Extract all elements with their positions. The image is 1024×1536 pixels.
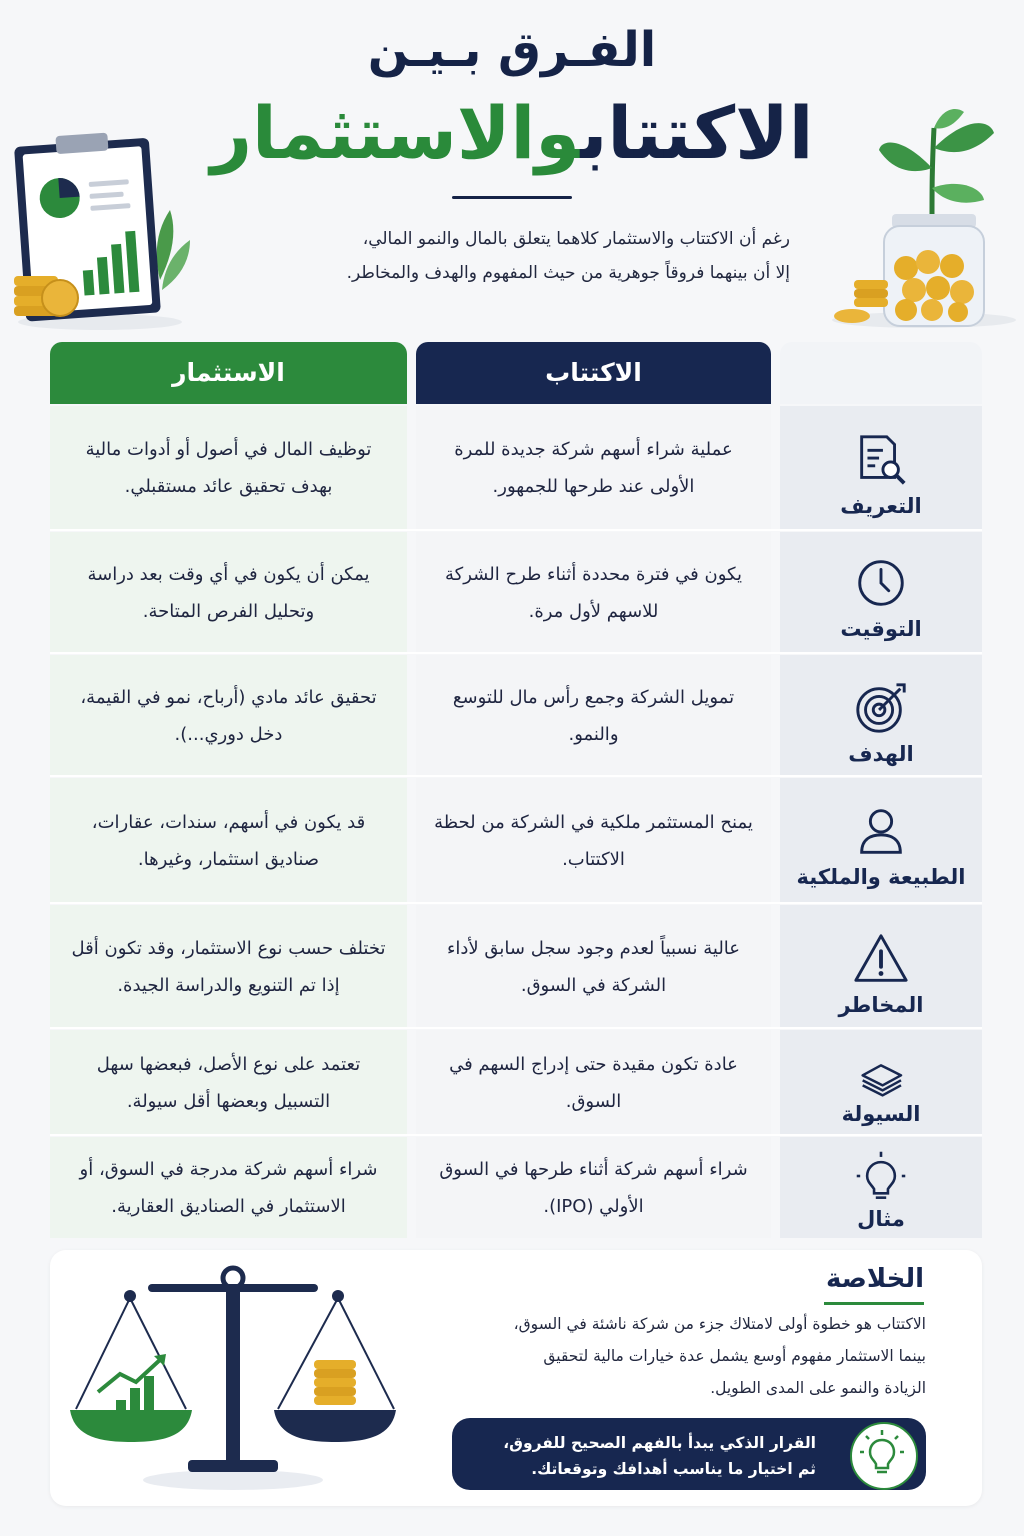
table-row-definition	[50, 406, 982, 530]
callout-line-2: ثم اختيار ما يناسب أهدافك وتوقعاتك.	[531, 1460, 816, 1478]
cell-investment: يمكن أن يكون في أي وقت بعد دراسة وتحليل الفرص المتاحة.	[50, 532, 407, 653]
cell-category	[780, 1137, 982, 1238]
cell-investment: تعتمد على نوع الأصل، فبعضها سهل التسبيل وبعضها أقل سيولة.	[50, 1030, 407, 1135]
title-line-2	[150, 88, 874, 178]
intro-line-1: رغم أن الاكتتاب والاستثمار كلاهما يتعلق بالمال والنمو المالي،	[362, 229, 790, 249]
column-header-investment: الاستثمار	[50, 342, 407, 404]
summary-line-3: الزيادة والنمو على المدى الطويل.	[710, 1379, 926, 1397]
cell-subscription: عملية شراء أسهم شركة جديدة للمرة الأولى عند طرحها للجمهور.	[416, 406, 771, 530]
summary-line-1: الاكتتاب هو خطوة أولى لامتلاك جزء من شركة ناشئة في السوق،	[513, 1315, 926, 1333]
title-line-1: الفـرق بـيـن	[367, 22, 657, 78]
category-label: الهدف	[848, 741, 914, 766]
cell-category	[780, 532, 982, 653]
callout-text	[476, 1430, 816, 1482]
summary-card	[50, 1250, 982, 1506]
cell-investment: تحقيق عائد مادي (أرباح، نمو في القيمة، دخل دوري...).	[50, 655, 407, 776]
cell-category	[780, 778, 982, 903]
cell-category	[780, 655, 982, 776]
cell-investment: شراء أسهم شركة مدرجة في السوق، أو الاستثمار في الصناديق العقارية.	[50, 1137, 407, 1238]
summary-text	[426, 1308, 926, 1404]
category-label: المخاطر	[838, 992, 924, 1017]
summary-line-2: بينما الاستثمار مفهوم أوسع يشمل عدة خيارات مالية لتحقيق	[543, 1347, 926, 1365]
category-label: السيولة	[841, 1101, 921, 1126]
column-header-subscription: الاكتتاب	[416, 342, 771, 404]
column-header-category	[780, 342, 982, 404]
summary-title-underline	[824, 1302, 924, 1305]
cell-category	[780, 905, 982, 1028]
intro-line-2: إلا أن بينهما فروقاً جوهرية من حيث المفهوم والهدف والمخاطر.	[346, 263, 790, 283]
cash-stack-icon	[852, 1047, 910, 1097]
table-row-liquidity	[50, 1030, 982, 1135]
summary-callout	[452, 1418, 926, 1490]
cell-subscription: يكون في فترة محددة أثناء طرح الشركة للاسهم لأول مرة.	[416, 532, 771, 653]
title-divider	[452, 196, 572, 199]
clock-icon	[852, 554, 910, 612]
cell-subscription: عالية نسبياً لعدم وجود سجل سابق لأداء الشركة في السوق.	[416, 905, 771, 1028]
callout-line-1: القرار الذكي يبدأ بالفهم الصحيح للفروق،	[503, 1434, 816, 1452]
cell-subscription: يمنح المستثمر ملكية في الشركة من لحظة الاكتتاب.	[416, 778, 771, 903]
user-icon	[852, 802, 910, 860]
table-row-nature-ownership	[50, 778, 982, 903]
target-icon	[852, 679, 910, 737]
title-investment: والاستثمار	[210, 91, 581, 175]
table-row-goal	[50, 655, 982, 776]
callout-badge	[850, 1422, 918, 1490]
cell-subscription: تمويل الشركة وجمع رأس مال للتوسع والنمو.	[416, 655, 771, 776]
document-search-icon	[852, 431, 910, 489]
intro-paragraph	[230, 222, 790, 290]
coin-jar-plant-illustration	[824, 108, 1020, 333]
summary-title: الخلاصة	[825, 1264, 924, 1294]
category-label: الطبيعة والملكية	[796, 864, 966, 889]
table-row-timing	[50, 532, 982, 653]
lightbulb-icon	[852, 1150, 910, 1202]
balance-scale-illustration	[68, 1264, 398, 1494]
cell-category	[780, 406, 982, 530]
cell-investment: قد يكون في أسهم، سندات، عقارات، صناديق استثمار، وغيرها.	[50, 778, 407, 903]
cell-subscription: عادة تكون مقيدة حتى إدراج السهم في السوق.	[416, 1030, 771, 1135]
category-label: التعريف	[840, 494, 922, 518]
table-row-risk	[50, 905, 982, 1028]
category-label: التوقيت	[840, 616, 922, 641]
cell-category	[780, 1030, 982, 1135]
table-row-example	[50, 1137, 982, 1238]
category-label: مثال	[857, 1206, 905, 1231]
title-subscription: الاكتتاب	[580, 91, 814, 175]
cell-investment: توظيف المال في أصول أو أدوات مالية بهدف تحقيق عائد مستقبلي.	[50, 406, 407, 530]
cell-subscription: شراء أسهم شركة أثناء طرحها في السوق الأولي (IPO).	[416, 1137, 771, 1238]
clipboard-chart-illustration	[10, 130, 190, 335]
warning-icon	[852, 930, 910, 988]
lightbulb-icon	[850, 1422, 914, 1486]
cell-investment: تختلف حسب نوع الاستثمار، وقد تكون أقل إذا تم التنويع والدراسة الجيدة.	[50, 905, 407, 1028]
